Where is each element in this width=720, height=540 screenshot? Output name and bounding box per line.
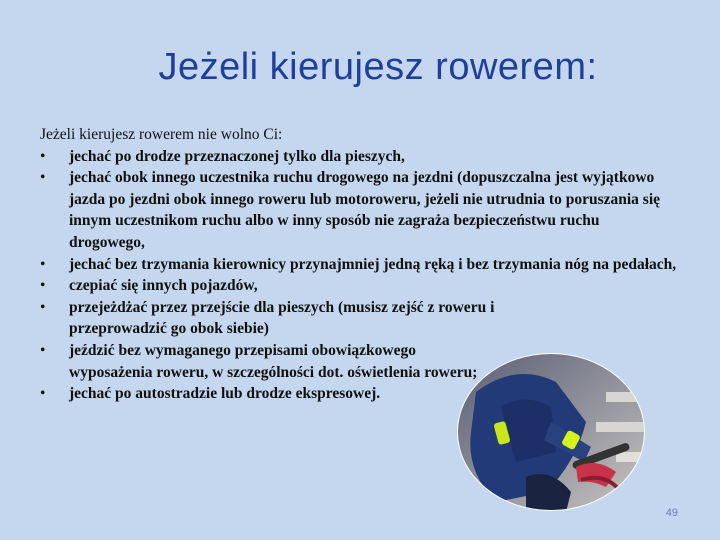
list-item-text: jechać po drodze przeznaczonej tylko dla pieszych, <box>69 147 405 165</box>
list-item-text: przejeżdżać przez przejście dla pieszych (musisz zejść z roweru i przeprowadzić go obok siebie) <box>69 298 495 338</box>
list-item <box>40 297 574 340</box>
bullet-icon: • <box>40 169 46 187</box>
intro-text: Jeżeli kierujesz rowerem nie wolno Ci: <box>40 126 283 143</box>
bullet-icon: • <box>40 255 46 273</box>
list-item-text: jeździć bez wymaganego przepisami obowiązkowego wyposażenia roweru, w szczególności dot. oświetlenia roweru; <box>69 341 478 381</box>
bullet-icon: • <box>40 147 46 165</box>
list-item-text: jechać po autostradzie lub drodze ekspresowej. <box>69 385 381 403</box>
bullet-icon: • <box>40 341 46 359</box>
bullet-icon: • <box>40 385 46 403</box>
list-item <box>40 275 680 297</box>
bullet-icon: • <box>40 277 46 295</box>
list-item <box>40 167 669 253</box>
list-item-text: czepiać się innych pojazdów, <box>69 277 258 295</box>
slide-title: Jeżeli kierujesz rowerem: <box>158 46 598 88</box>
list-item <box>40 254 699 276</box>
bullet-icon: • <box>40 298 46 316</box>
list-item <box>40 146 680 168</box>
list-item <box>40 340 499 383</box>
page-number: 49 <box>665 507 678 519</box>
cyclist-photo <box>456 352 646 512</box>
list-item-text: jechać bez trzymania kierownicy przynajmniej jedną ręką i bez trzymania nóg na pedałach, <box>69 255 677 273</box>
list-item-text: jechać obok innego uczestnika ruchu drogowego na jezdni (dopuszczalna jest wyjątkowo jazda po jezdni obok innego roweru lub motoroweru, jeżeli nie utrudnia to poruszania się innym uczestnikom ruchu albo w inny sposób nie zagraża bezpieczeństwu ruchu drogowego, <box>69 169 661 251</box>
